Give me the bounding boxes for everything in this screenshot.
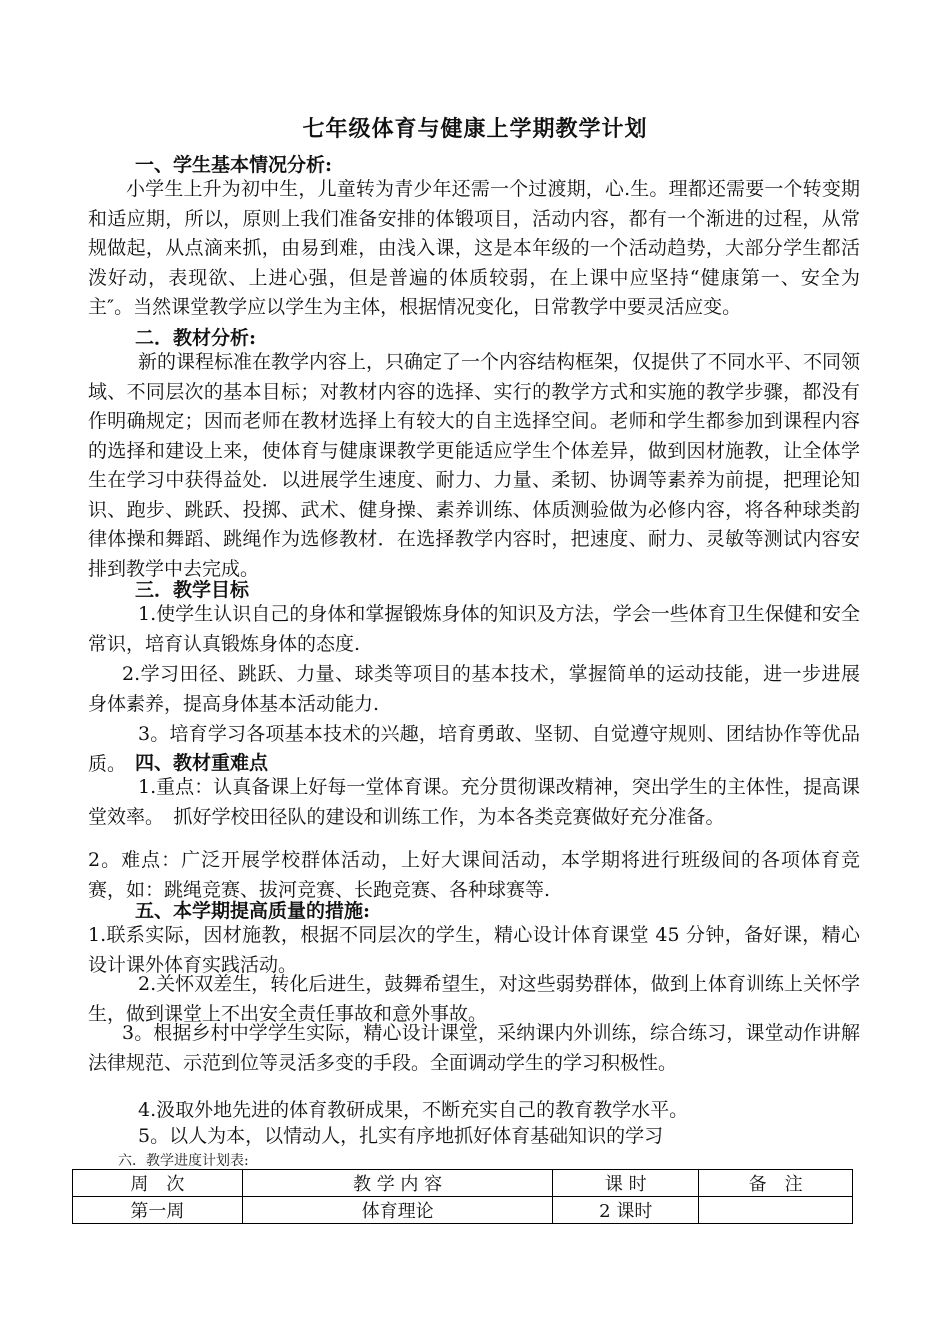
section-heading-1: 一、学生基本情况分析:	[135, 154, 333, 176]
section-5-item-3: 3。根据乡村中学学生实际，精心设计课堂，采纳课内外训练，综合练习，课堂动作讲解法律规范、示范到位等灵活多变的手段。全面调动学生的学习积极性。	[88, 1022, 860, 1074]
section-5-item-4: 4.汲取外地先进的体育教研成果，不断充实自己的教育教学水平。	[138, 1099, 689, 1121]
section-2-paragraph: 新的课程标准在教学内容上，只确定了一个内容结构框架，仅提供了不同水平、不同领域、不同层次的基本目标；对教材内容的选择、实行的教学方式和实施的教学步骤，都没有作明确规定；因而老师在教材选择上有较大的自主选择空间。老师和学生都参加到课程内容的选择和建设上来，使体育与健康课教学更能适应学生个体差异，做到因材施教，让全体学生在学习中获得益处．以进展学生速度、耐力、力量、柔韧、协调等素养为前提，把理论知识、跑步、跳跃、投掷、武术、健身操、素养训练、体质测验做为必修内容，将各种球类韵律体操和舞蹈、跳绳作为选修教材．在选择教学内容时，把速度、耐力、灵敏等测试内容安排到教学中去完成。	[88, 351, 861, 580]
header-notes: 备 注	[699, 1170, 853, 1197]
cell-week: 第一周	[73, 1197, 243, 1224]
section-heading-2: 二．教材分析:	[135, 327, 257, 349]
section-1-paragraph: 小学生上升为初中生，儿童转为青少年还需一个过渡期，心.生。理都还需要一个转变期和适应期，所以，原则上我们准备安排的体锻项目，活动内容，都有一个渐进的过程，从常规做起，从点滴来抓，由易到难，由浅入课，这是本年级的一个活动趋势，大部分学生都活泼好动，表现欲、上进心强，但是普遍的体质较弱，在上课中应坚持“健康第一、安全为主″。当然课堂教学应以学生为主体，根据情况变化，日常教学中要灵活应变。	[88, 178, 860, 318]
section-heading-4: 四、教材重难点	[135, 752, 269, 774]
cell-hours: 2 课时	[553, 1197, 699, 1224]
header-content: 教 学 内 容	[242, 1170, 553, 1197]
section-3-item-3: 3。培育学习各项基本技术的兴趣，培育勇敢、坚韧、自觉遵守规则、团结协作等优品质。	[88, 723, 860, 775]
section-heading-3: 三．教学目标	[135, 579, 250, 601]
schedule-caption: 六．教学进度计划表:	[118, 1153, 249, 1169]
section-5-item-2: 2.关怀双差生，转化后进生，鼓舞希望生，对这些弱势群体，做到上体育训练上关怀学生，做到课堂上不出安全责任事故和意外事故。	[88, 973, 860, 1025]
section-4-item-1: 1.重点：认真备课上好每一堂体育课。充分贯彻课改精神，突出学生的主体性，提高课堂效率。 抓好学校田径队的建设和训练工作，为本各类竞赛做好充分准备。	[88, 776, 860, 828]
section-heading-5: 五、本学期提高质量的措施:	[135, 900, 371, 922]
section-5-item-1: 1.联系实际，因材施教，根据不同层次的学生，精心设计体育课堂 45 分钟，备好课，精心设计课外体育实践活动。	[88, 924, 860, 976]
table-row	[73, 1197, 853, 1224]
document-title: 七年级体育与健康上学期教学计划	[302, 116, 648, 142]
cell-content: 体育理论	[242, 1197, 553, 1224]
schedule-table	[72, 1169, 853, 1224]
table-header-row	[73, 1170, 853, 1197]
section-5-item-5: 5。以人为本，以情动人，扎实有序地抓好体育基础知识的学习	[138, 1125, 664, 1147]
section-4-item-2: 2。难点：广泛开展学校群体活动，上好大课间活动，本学期将进行班级间的各项体育竞赛，如：跳绳竞赛、拔河竞赛、长跑竞赛、各种球赛等.	[88, 849, 860, 901]
header-week: 周 次	[73, 1170, 243, 1197]
section-3-item-2: 2.学习田径、跳跃、力量、球类等项目的基本技术，掌握简单的运动技能，进一步进展身体素养，提高身体基本活动能力.	[88, 663, 860, 715]
header-hours: 课 时	[553, 1170, 699, 1197]
cell-notes	[699, 1197, 853, 1224]
section-3-item-1: 1.使学生认识自己的身体和掌握锻炼身体的知识及方法，学会一些体育卫生保健和安全常识，培育认真锻炼身体的态度.	[88, 603, 860, 655]
